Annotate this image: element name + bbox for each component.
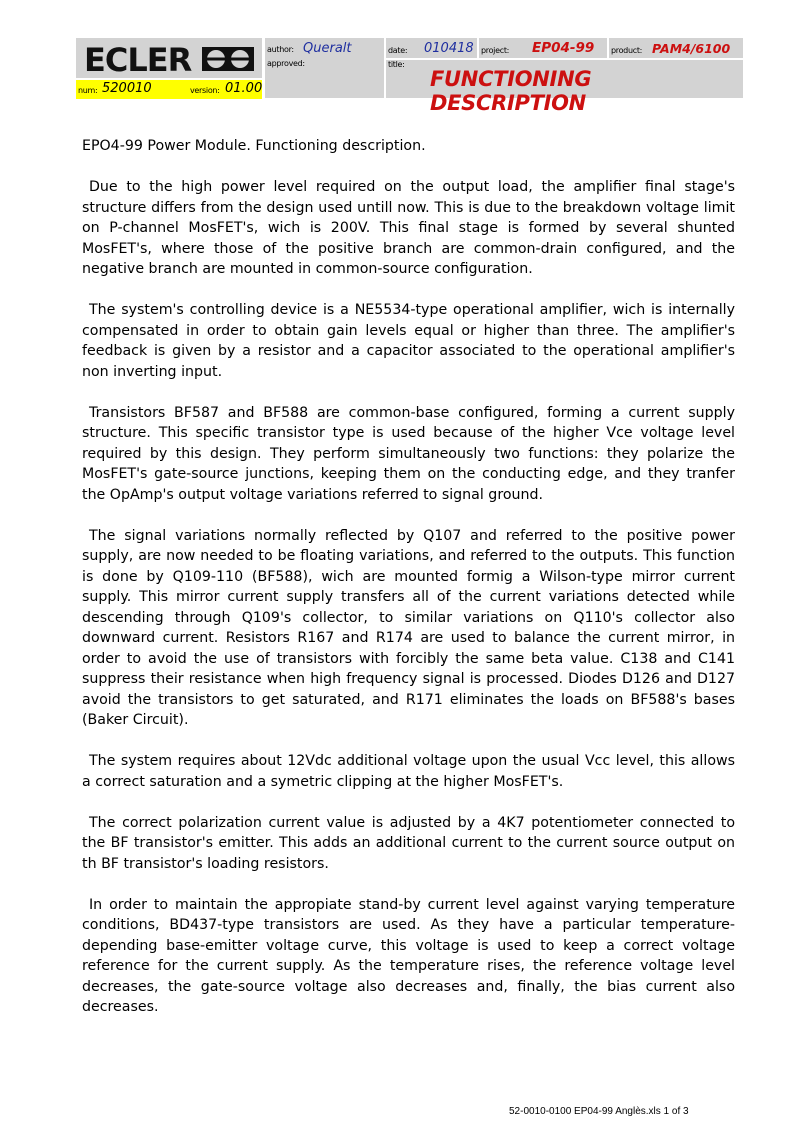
page-footer: 52-0010-0100 EP04-99 Anglès.xls 1 of 3 bbox=[509, 1106, 689, 1117]
product-label: product: bbox=[611, 46, 643, 55]
num-label: num: bbox=[78, 86, 98, 95]
author-value: Queralt bbox=[303, 41, 352, 56]
project-value: EP04-99 bbox=[532, 40, 595, 56]
num-version-block bbox=[76, 80, 262, 99]
product-block bbox=[609, 38, 743, 58]
paragraph-1: Due to the high power level required on the output load, the amplifier final stage's structure differs from the design used untill now. This is due to the breakdown voltage limit on P-channel MosFET's, wich is 200V. This final stage is formed by several shunted MosFET's, where those of the positive branch are common-drain configured, and the negative branch are mounted in common-source configuration. bbox=[82, 179, 735, 277]
date-label: date: bbox=[388, 46, 408, 55]
author-block bbox=[265, 38, 384, 98]
title-label: title: bbox=[388, 60, 405, 69]
date-value: 010418 bbox=[424, 41, 474, 56]
title-block bbox=[386, 60, 743, 115]
paragraph-3: Transistors BF587 and BF588 are common-base configured, forming a current supply structure. This specific transistor type is used because of the higher Vce voltage level required by this design. They perform simultaneously two functions: they polarize the MosFET's gate-source junctions, keeping them on the conducting edge, and they tranfer the OpAmp's output voltage variations referred to signal ground. bbox=[82, 404, 735, 503]
paragraph-4: The signal variations normally reflected by Q107 and referred to the positive power supply, are now needed to be floating variations, and referred to the outputs. This function is done by Q109-110 (BF588), wich are mounted formig a Wilson-type mirror current supply. This mirror current supply transfers all of the current variations detected while descending through Q109's collector, to similar variations on Q110's collector also downward current. Resistors R167 and R174 are used to balance the current mirror, in order to avoid the use of transistors with forcibly the same beta value. C138 and C141 suppress their resistance when high frequency signal is processed. Diodes D126 and D127 avoid the transistors to get saturated, and R171 eliminates the loads on BF588's bases (Baker Circuit). bbox=[82, 527, 735, 728]
date-block bbox=[386, 38, 477, 58]
product-value: PAM4/6100 bbox=[652, 41, 731, 56]
num-value: 520010 bbox=[102, 81, 152, 96]
project-label: project: bbox=[481, 46, 510, 55]
author-label: author: bbox=[267, 45, 294, 54]
version-label: version: bbox=[190, 86, 220, 95]
paragraph-5: The system requires about 12Vdc additional voltage upon the usual Vcc level, this allows a correct saturation and a symetric clipping at the higher MosFET's. bbox=[82, 753, 735, 790]
logo-block bbox=[76, 38, 262, 78]
document-body bbox=[82, 136, 735, 1018]
ecler-logo-text: ECLER bbox=[84, 41, 192, 79]
project-block bbox=[479, 38, 607, 58]
document-header bbox=[76, 38, 743, 115]
paragraph-2: The system's controlling device is a NE5534-type operational amplifier, wich is internally compensated in order to obtain gain levels equal or higher than three. The amplifier's feedback is given by a resistor and a capacitor associated to the operational amplifier's non inverting input. bbox=[82, 302, 735, 380]
document-title: FUNCTIONING DESCRIPTION bbox=[430, 67, 592, 115]
ecler-logo-icon bbox=[202, 47, 254, 71]
paragraph-7: In order to maintain the appropiate stand-by current level against varying temperature conditions, BD437-type transistors are used. As they have a particular temperature-depending base-emitter voltage curve, this voltage is used to keep a correct voltage reference for the current supply. As the temperature rises, the reference voltage level decreases, the gate-source voltage also decreases and, finally, the bias current also decreases. bbox=[82, 896, 735, 1015]
document-heading: EPO4-99 Power Module. Functioning description. bbox=[82, 138, 426, 154]
paragraph-6: The correct polarization current value is adjusted by a 4K7 potentiometer connected to the BF transistor's emitter. This adds an additional current to the current source output on th BF transistor's loading resistors. bbox=[82, 814, 735, 872]
version-value: 01.00 bbox=[225, 81, 263, 96]
approved-label: approved: bbox=[267, 59, 305, 68]
